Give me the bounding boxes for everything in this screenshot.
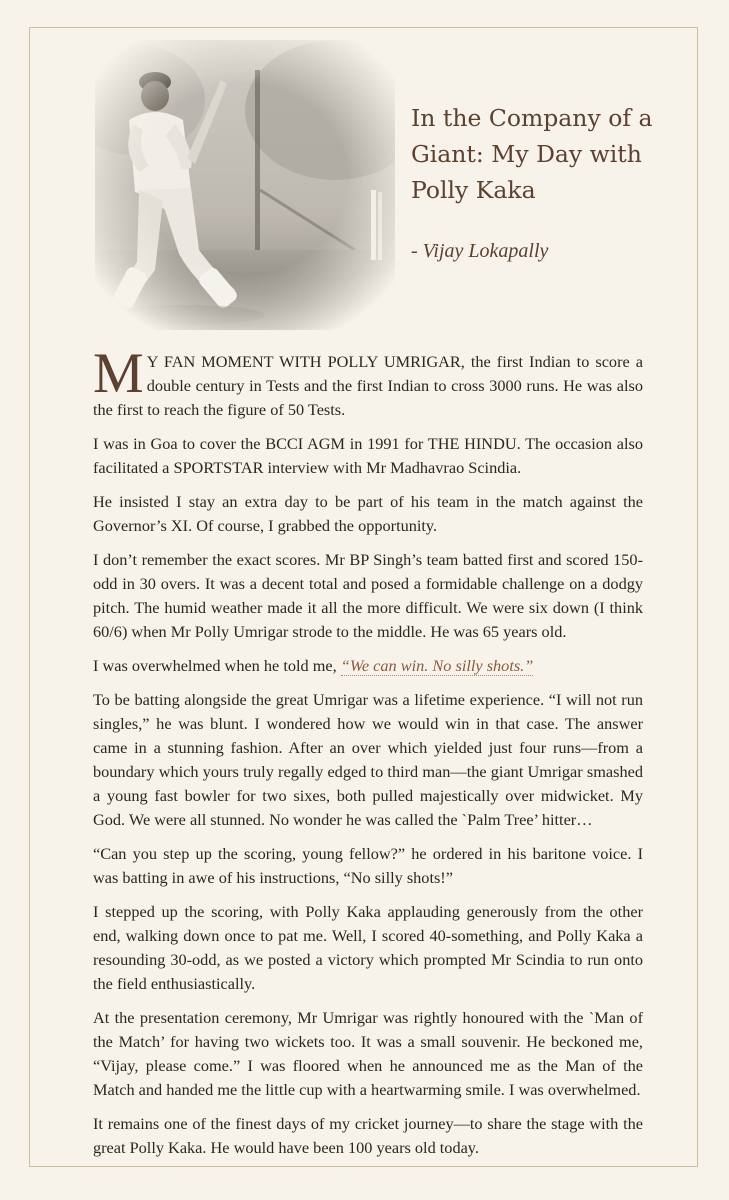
- paragraph-8: I stepped up the scoring, with Polly Kaka applauding generously from the other end, walking down once to pat me. Well, I scored 40-something, and Polly Kaka a resounding 30-odd, as we posted a victory which prompted Mr Scindia to run onto the field enthusiastically.: [93, 902, 643, 993]
- paragraph-9: At the presentation ceremony, Mr Umrigar was rightly honoured with the `Man of the Match’ for having two wickets too. It was a small souvenir. He beckoned me, “Vijay, please come.” I was floored when he announced me as the Man of the Match and handed me the little cup with a heartwarming smile. I was overwhelmed.: [93, 1008, 643, 1099]
- paragraph-3: He insisted I stay an extra day to be part of his team in the match against the Governor’s XI. Of course, I grabbed the opportunity.: [93, 492, 643, 535]
- paragraph-5: [93, 654, 643, 678]
- paragraph-2: I was in Goa to cover the BCCI AGM in 1991 for THE HINDU. The occasion also facilitated a SPORTSTAR interview with Mr Madhavrao Scindia.: [93, 434, 643, 477]
- paragraph-7: “Can you step up the scoring, young fellow?” he ordered in his baritone voice. I was batting in awe of his instructions, “No silly shots!”: [93, 844, 643, 887]
- paragraph-6: To be batting alongside the great Umrigar was a lifetime experience. “I will not run singles,” he was blunt. I wondered how we would win in that case. The answer came in a stunning fashion. After an over which yielded just four runs—from a boundary which yours truly regally edged to third man—the giant Umrigar smashed a young fast bowler for two sixes, both pulled majestically over midwicket. My God. We were all stunned. No wonder he was called the `Palm Tree’ hitter…: [93, 690, 643, 829]
- paragraph-10: It remains one of the finest days of my cricket journey—to share the stage with the great Polly Kaka. He would have been 100 years old today.: [93, 1114, 643, 1157]
- lead-text: Y FAN MOMENT WITH POLLY UMRIGAR, the first Indian to score a double century in Tests and the first Indian to cross 3000 runs. He was also the first to reach the figure of 50 Tests.: [93, 352, 643, 419]
- article-title: In the Company of a Giant: My Day with Polly Kaka: [411, 104, 653, 204]
- paragraph-4: I don’t remember the exact scores. Mr BP Singh’s team batted first and scored 150-odd in 30 overs. It was a decent total and posed a formidable challenge on a dodgy pitch. The humid weather made it all the more difficult. We were six down (I think 60/6) when Mr Polly Umrigar strode to the middle. He was 65 years old.: [93, 550, 643, 641]
- cricketer-photo: [95, 40, 395, 330]
- drop-cap: M: [93, 342, 144, 405]
- highlighted-quote: “We can win. No silly shots.”: [340, 656, 534, 675]
- article-byline: - Vijay Lokapally: [411, 240, 549, 262]
- paragraph-5-text: I was overwhelmed when he told me,: [93, 656, 341, 675]
- lead-paragraph: [93, 342, 643, 422]
- article-body: [93, 342, 643, 1170]
